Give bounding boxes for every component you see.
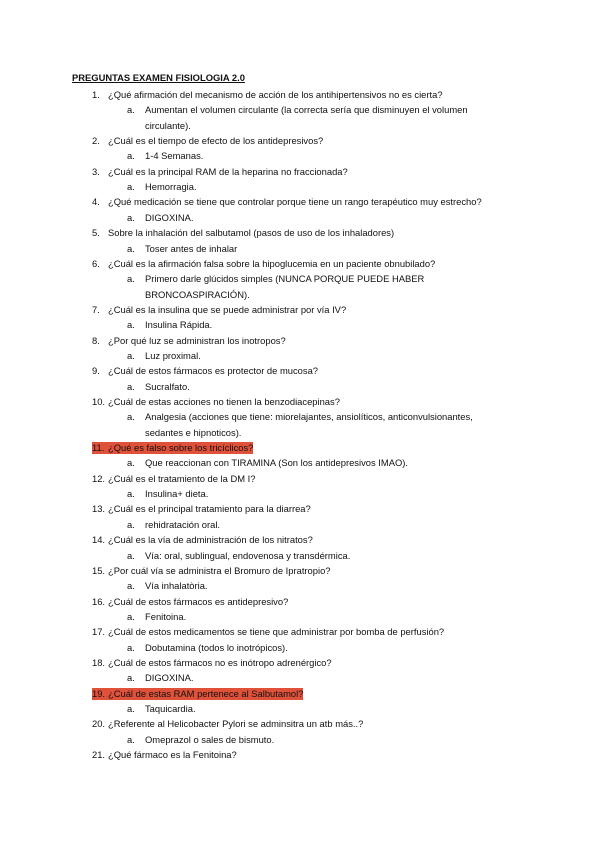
answer-letter: a. bbox=[127, 273, 135, 285]
question-number: 10. bbox=[92, 396, 106, 407]
question-number: 4. bbox=[92, 196, 100, 208]
answer-text: Luz proximal. bbox=[145, 349, 201, 361]
question-number: 5. bbox=[92, 227, 100, 239]
question-text: ¿Cuál es el principal tratamiento para la diarrea? bbox=[108, 503, 311, 515]
question-number: 9. bbox=[92, 365, 100, 377]
answer-letter: a. bbox=[127, 150, 135, 162]
question-number: 18. bbox=[92, 656, 106, 668]
question-text: ¿Qué fármaco es la Fenitoina? bbox=[108, 749, 237, 761]
question-text: ¿Cuál es la principal RAM de la heparina no fraccionada? bbox=[108, 165, 348, 177]
answer-letter: a. bbox=[127, 211, 135, 223]
question-number: 7. bbox=[92, 303, 100, 315]
answer-letter: a. bbox=[127, 181, 135, 193]
question-number: 2. bbox=[92, 135, 100, 147]
question-text: ¿Qué es falso sobre los tricíclicos? bbox=[108, 442, 254, 454]
question-text: ¿Referente al Helicobacter Pylori se adminsitra un atb más..? bbox=[108, 718, 364, 730]
answer-letter: a. bbox=[127, 411, 135, 423]
question-number: 6. bbox=[92, 257, 100, 269]
question-text: ¿Cuál de estas RAM pertenece al Salbutamol? bbox=[108, 687, 304, 699]
answer-letter: a. bbox=[127, 457, 135, 469]
answer-letter: a. bbox=[127, 319, 135, 331]
question-number: 14. bbox=[92, 534, 106, 546]
question-number: 21. bbox=[92, 749, 106, 761]
answer-letter: a. bbox=[127, 104, 135, 116]
answer-letter: a. bbox=[127, 580, 135, 592]
question-number: 8. bbox=[92, 334, 100, 346]
answer-text: sedantes e hipnoticos). bbox=[145, 426, 242, 438]
question-text: ¿Cuál de estos fármacos es protector de mucosa? bbox=[108, 365, 318, 377]
answer-text: Vía inhalatòria. bbox=[145, 580, 208, 592]
question-number: 13. bbox=[92, 503, 106, 515]
question-number: 1. bbox=[92, 89, 100, 100]
answer-text: Que reaccionan con TIRAMINA (Son los antidepresivos IMAO). bbox=[145, 457, 408, 469]
question-number: 12. bbox=[92, 472, 106, 484]
answer-text: Insulina+ dieta. bbox=[145, 488, 209, 500]
question-text: ¿Cuál de estos fármacos es antidepresivo? bbox=[108, 595, 289, 607]
question-text: ¿Cuál es la insulina que se puede administrar por vía IV? bbox=[108, 303, 347, 315]
question-number: 20. bbox=[92, 718, 106, 730]
answer-text: circulante). bbox=[145, 119, 191, 131]
question-text: ¿Por cuál vía se administra el Bromuro de Ipratropio? bbox=[108, 564, 331, 576]
question-text: ¿Cuál de estos medicamentos se tiene que administrar por bomba de perfusión? bbox=[108, 626, 445, 638]
question-text: ¿Cuál es la afirmación falsa sobre la hipoglucemia en un paciente obnubilado? bbox=[108, 257, 436, 269]
answer-text: Analgesia (acciones que tiene: miorelajantes, ansiolíticos, anticonvulsionantes, bbox=[145, 411, 473, 423]
answer-text: Taquicardia. bbox=[145, 703, 196, 714]
question-text: ¿Cuál es la vía de administración de los nitratos? bbox=[108, 534, 313, 546]
answer-letter: a. bbox=[127, 380, 135, 392]
document-title: PREGUNTAS EXAMEN FISIOLOGIA 2.0 bbox=[72, 72, 245, 83]
question-text: ¿Qué afirmación del mecanismo de acción de los antihipertensivos no es cierta? bbox=[108, 89, 443, 100]
question-text: ¿Por qué luz se administran los inotropos? bbox=[108, 334, 286, 346]
answer-letter: a. bbox=[127, 703, 135, 714]
question-number: 11. bbox=[92, 442, 108, 454]
answer-text: Hemorragia. bbox=[145, 181, 197, 193]
question-number: 15. bbox=[92, 564, 106, 576]
question-text: ¿Qué medicación se tiene que controlar porque tiene un rango terapéutico muy estrecho? bbox=[108, 196, 482, 208]
question-number: 3. bbox=[92, 165, 100, 177]
answer-text: Fenitoina. bbox=[145, 610, 187, 622]
answer-text: Sucralfato. bbox=[145, 380, 190, 392]
answer-text: BRONCOASPIRACIÓN). bbox=[145, 288, 250, 300]
answer-text: DIGOXINA. bbox=[145, 672, 194, 684]
answer-text: Aumentan el volumen circulante (la correcta sería que disminuyen el volumen bbox=[145, 104, 468, 116]
answer-letter: a. bbox=[127, 349, 135, 361]
answer-text: Omeprazol o sales de bismuto. bbox=[145, 733, 275, 745]
question-number: 17. bbox=[92, 626, 106, 638]
answer-text: Dobutamina (todos lo inotrópicos). bbox=[145, 641, 288, 653]
question-text: Sobre la inhalación del salbutamol (pasos de uso de los inhaladores) bbox=[108, 227, 395, 239]
answer-letter: a. bbox=[127, 733, 135, 745]
question-text: ¿Cuál es el tiempo de efecto de los antidepresivos? bbox=[108, 135, 324, 147]
question-text: ¿Cuál es el tratamiento de la DM I? bbox=[108, 472, 256, 484]
answer-text: 1-4 Semanas. bbox=[145, 150, 204, 162]
answer-letter: a. bbox=[127, 242, 135, 254]
answer-letter: a. bbox=[127, 641, 135, 653]
answer-letter: a. bbox=[127, 488, 135, 500]
answer-text: DIGOXINA. bbox=[145, 211, 194, 223]
question-number: 16. bbox=[92, 595, 106, 607]
answer-text: rehidratación oral. bbox=[145, 518, 221, 530]
answer-text: Toser antes de inhalar bbox=[145, 242, 238, 254]
answer-text: Primero darle glúcidos simples (NUNCA PORQUE PUEDE HABER bbox=[145, 273, 425, 285]
answer-letter: a. bbox=[127, 549, 135, 561]
question-text: ¿Cuál de estas acciones no tienen la benzodiacepinas? bbox=[108, 396, 340, 407]
answer-letter: a. bbox=[127, 672, 135, 684]
question-number: 19. bbox=[92, 688, 109, 700]
answer-text: Insulina Rápida. bbox=[145, 319, 213, 331]
answer-letter: a. bbox=[127, 518, 135, 530]
answer-text: Vía: oral, sublingual, endovenosa y transdérmica. bbox=[145, 549, 351, 561]
answer-letter: a. bbox=[127, 610, 135, 622]
question-text: ¿Cuál de estos fármacos no es inótropo adrenérgico? bbox=[108, 656, 332, 668]
